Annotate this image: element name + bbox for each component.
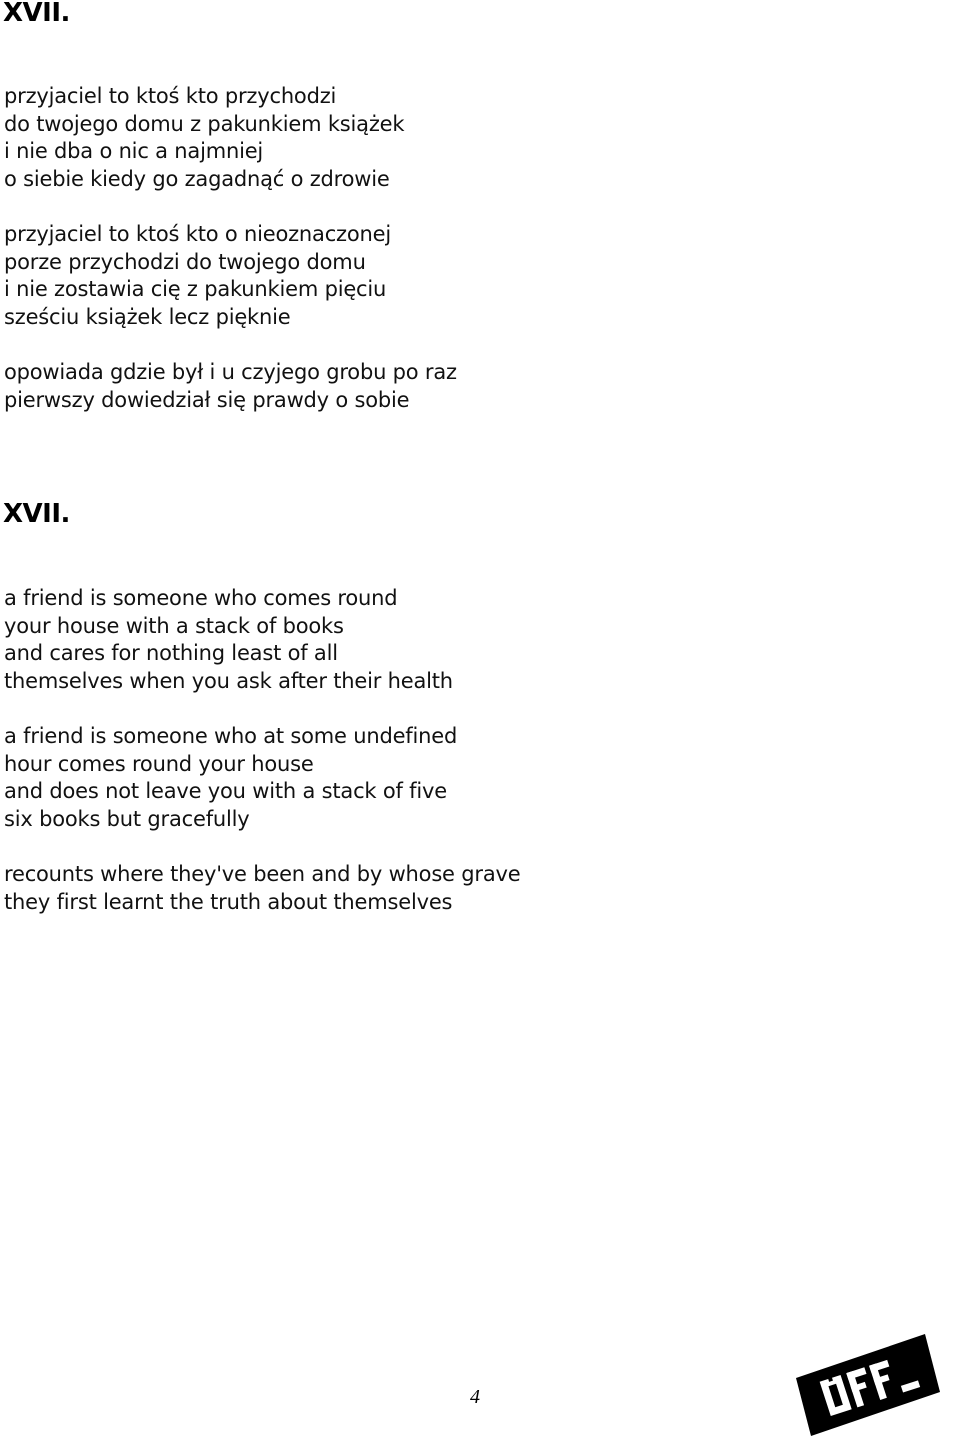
poem-line: porze przychodzi do twojego domu <box>4 249 366 274</box>
stanza-3 <box>4 359 944 414</box>
stanza-2 <box>4 723 944 833</box>
poem-line: o siebie kiedy go zagadnąć o zdrowie <box>4 166 390 191</box>
poem-line: six books but gracefully <box>4 806 250 831</box>
off-logo <box>793 1330 943 1440</box>
poem-line: your house with a stack of books <box>4 613 344 638</box>
poem-line: themselves when you ask after their health <box>4 668 453 693</box>
poem-line: hour comes round your house <box>4 751 314 776</box>
polish-poem <box>4 83 944 414</box>
poem-line: and does not leave you with a stack of five <box>4 779 447 804</box>
poem-line: przyjaciel to ktoś kto o nieoznaczonej <box>4 221 391 246</box>
poem-line: they first learnt the truth about themselves <box>4 889 453 914</box>
stanza-3 <box>4 861 944 916</box>
english-heading: XVII. <box>3 499 70 529</box>
poem-line: a friend is someone who comes round <box>4 586 398 610</box>
poem-line: i nie zostawia cię z pakunkiem pięciu <box>4 277 387 302</box>
stanza-1 <box>4 83 944 193</box>
poem-line: sześciu książek lecz pięknie <box>4 304 291 329</box>
poem-line: i nie dba o nic a najmniej <box>4 139 264 164</box>
poem-line: and cares for nothing least of all <box>4 641 338 666</box>
poem-line: opowiada gdzie był i u czyjego grobu po raz <box>4 359 457 384</box>
stanza-2 <box>4 221 944 331</box>
page-number: 4 <box>470 1386 480 1408</box>
stanza-1 <box>4 585 944 695</box>
polish-heading: XVII. <box>3 0 70 28</box>
poem-line: a friend is someone who at some undefined <box>4 723 458 748</box>
poem-line: recounts where they've been and by whose grave <box>4 861 521 886</box>
poem-line: do twojego domu z pakunkiem książek <box>4 111 405 136</box>
poem-line: pierwszy dowiedział się prawdy o sobie <box>4 387 410 412</box>
poem-line: przyjaciel to ktoś kto przychodzi <box>4 84 337 108</box>
english-poem <box>4 585 944 916</box>
